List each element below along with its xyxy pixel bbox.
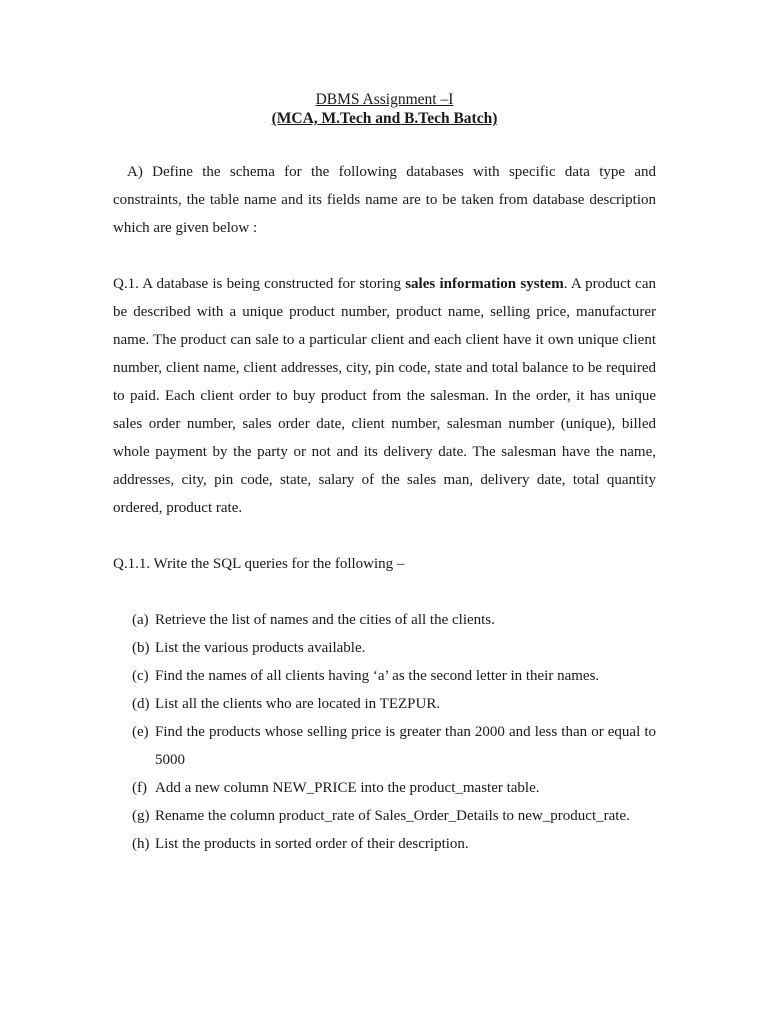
list-item-text: List the various products available. bbox=[155, 640, 366, 656]
list-item-text: Retrieve the list of names and the cities of all the clients. bbox=[155, 612, 495, 628]
list-item bbox=[113, 802, 656, 830]
assignment-title: DBMS Assignment –I bbox=[315, 91, 454, 108]
list-item bbox=[113, 830, 656, 858]
list-item bbox=[113, 690, 656, 718]
question-1-intro: Q.1. A database is being constructed for storing bbox=[113, 276, 406, 292]
batch-subtitle: (MCA, M.Tech and B.Tech Batch) bbox=[271, 110, 498, 127]
list-item-text: Add a new column NEW_PRICE into the product_master table. bbox=[155, 780, 540, 796]
list-marker: (f) bbox=[132, 780, 147, 796]
question-1-highlight: sales information system bbox=[405, 276, 564, 292]
list-item-text: List the products in sorted order of their description. bbox=[155, 836, 469, 852]
list-item bbox=[113, 662, 656, 690]
title-block bbox=[113, 90, 656, 128]
list-marker: (g) bbox=[132, 808, 150, 824]
list-marker: (c) bbox=[132, 668, 149, 684]
list-item-text: Find the products whose selling price is greater than 2000 and less than or equal to 5000 bbox=[155, 724, 656, 768]
list-item bbox=[113, 774, 656, 802]
list-item-text: Rename the column product_rate of Sales_Order_Details to new_product_rate. bbox=[155, 808, 630, 824]
list-item bbox=[113, 606, 656, 634]
list-item bbox=[113, 718, 656, 774]
list-item-text: List all the clients who are located in TEZPUR. bbox=[155, 696, 441, 712]
list-marker: (a) bbox=[132, 612, 149, 628]
list-marker: (e) bbox=[132, 724, 149, 740]
question-1-body: . A product can be described with a unique product number, product name, selling price, manufacturer name. The product can sale to a particular client and each client have it own unique client number, client name, client addresses, city, pin code, state and total balance to be required to paid. Each client order to buy product from the salesman. In the order, it has unique sales order number, sales order date, client number, salesman number (unique), billed whole payment by the party or not and its delivery date. The salesman have the name, addresses, city, pin code, state, salary of the sales man, delivery date, total quantity ordered, product rate. bbox=[113, 276, 656, 516]
question-1-paragraph bbox=[113, 270, 656, 522]
query-list bbox=[113, 606, 656, 858]
list-marker: (b) bbox=[132, 640, 150, 656]
list-item bbox=[113, 634, 656, 662]
list-marker: (h) bbox=[132, 836, 150, 852]
section-a-paragraph: A) Define the schema for the following databases with specific data type and constraints, the table name and its fields name are to be taken from database description which are given below : bbox=[113, 164, 656, 236]
list-item-text: Find the names of all clients having ‘a’ as the second letter in their names. bbox=[155, 668, 600, 684]
document-page bbox=[113, 90, 656, 858]
list-marker: (d) bbox=[132, 696, 150, 712]
question-1-1-heading: Q.1.1. Write the SQL queries for the following – bbox=[113, 556, 405, 572]
